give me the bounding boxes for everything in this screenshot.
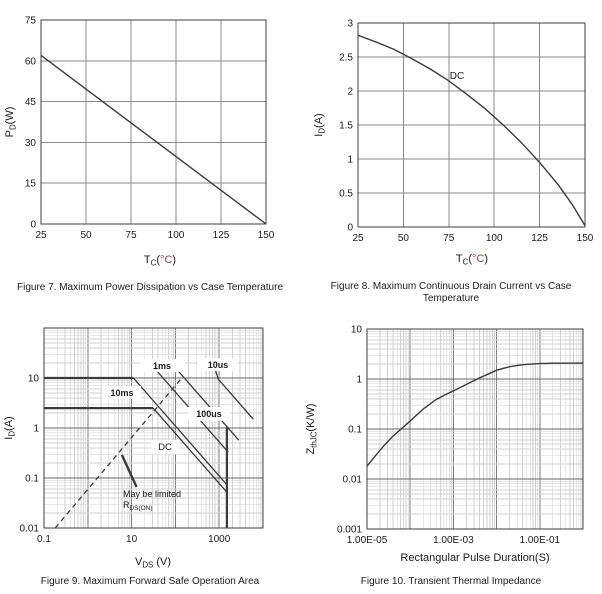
svg-text:30: 30	[24, 137, 36, 149]
svg-text:100: 100	[167, 230, 185, 241]
svg-text:25: 25	[35, 230, 47, 241]
svg-text:0.1: 0.1	[348, 424, 362, 436]
svg-text:0.5: 0.5	[339, 188, 353, 200]
svg-text:1.00E-05: 1.00E-05	[346, 535, 388, 546]
svg-text:DC: DC	[449, 71, 465, 82]
svg-text:150: 150	[257, 230, 275, 241]
svg-text:0.1: 0.1	[37, 534, 51, 545]
figure-7-power-dissipation	[0, 0, 300, 294]
soa-10ms-line	[133, 378, 227, 485]
svg-text:2.5: 2.5	[339, 52, 353, 64]
fig8-chart	[300, 0, 602, 276]
svg-text:15: 15	[24, 178, 36, 190]
svg-text:1.00E-03: 1.00E-03	[433, 535, 474, 546]
svg-text:Rectangular Pulse Duration(S): Rectangular Pulse Duration(S)	[400, 552, 550, 564]
figure-9-safe-operation-area	[0, 300, 300, 594]
svg-text:2: 2	[347, 86, 353, 98]
svg-text:10: 10	[350, 324, 362, 336]
drain-current-derating-curve	[358, 35, 585, 225]
svg-text:TC(°C): $T_C(^\circ C)$	[455, 253, 489, 267]
power-derating-line	[41, 55, 266, 224]
svg-text:45: 45	[24, 97, 36, 109]
svg-text:1ms: 1ms	[152, 361, 172, 371]
svg-text:75: 75	[24, 15, 36, 27]
svg-text:0: 0	[30, 219, 36, 231]
svg-text:PD(W): $P_D(W)$	[4, 106, 18, 138]
fig10-chart	[300, 300, 602, 572]
soa-100us-line	[171, 363, 239, 440]
svg-text:1000: 1000	[208, 534, 231, 545]
svg-text:10us: 10us	[207, 360, 229, 370]
svg-text:ID(A): $I_D(A)$	[313, 113, 327, 137]
svg-text:0.01: 0.01	[19, 523, 39, 535]
svg-text:RDS(ON): $R_{DS(ON)}$	[123, 500, 153, 513]
svg-text:125: 125	[212, 230, 230, 241]
svg-text:0: 0	[347, 222, 353, 234]
fig8-caption-line1: Figure 8. Maximum Continuous Drain Current vs Case	[330, 281, 572, 292]
svg-text:ID(A): $I_D(A)$	[3, 416, 17, 440]
fig9-caption: Figure 9. Maximum Forward Safe Operation Area	[40, 576, 260, 587]
svg-text:0.1: 0.1	[25, 473, 39, 485]
svg-text:25: 25	[352, 233, 364, 244]
svg-text:May be limited: May be limited	[123, 489, 182, 499]
svg-text:60: 60	[24, 56, 36, 68]
svg-text:50: 50	[397, 233, 409, 244]
svg-text:ZthJC(K/W): $Z_{thJC}(K/W)$	[305, 403, 319, 455]
svg-text:150: 150	[576, 233, 594, 244]
svg-text:0.001: 0.001	[336, 524, 362, 536]
svg-text:10: 10	[126, 534, 138, 545]
svg-text:3: 3	[347, 18, 353, 30]
svg-text:125: 125	[531, 233, 548, 244]
svg-text:1: 1	[356, 374, 362, 386]
svg-text:75: 75	[125, 230, 137, 241]
svg-text:1: 1	[33, 423, 39, 435]
svg-text:1: 1	[347, 154, 353, 166]
fig7-chart	[0, 0, 300, 276]
svg-text:0.01: 0.01	[342, 474, 362, 486]
svg-text:10: 10	[27, 373, 39, 385]
svg-text:DC: DC	[158, 442, 172, 453]
svg-text:1.00E-01: 1.00E-01	[519, 535, 561, 546]
fig8-caption-line2: Temperature	[422, 293, 480, 304]
svg-text:75: 75	[443, 233, 455, 244]
svg-text:TC(°C): $T_C(^\circ C)$	[143, 254, 177, 268]
svg-text:1.5: 1.5	[339, 120, 353, 132]
figure-8-drain-current	[300, 0, 602, 304]
figure-10-thermal-impedance	[300, 300, 602, 594]
svg-text:100us: 100us	[196, 409, 222, 419]
svg-text:50: 50	[80, 230, 92, 241]
fig9-chart	[0, 300, 300, 572]
fig7-caption: Figure 7. Maximum Power Dissipation vs Case Temperature	[16, 282, 284, 293]
svg-text:VDS (V): $V_{DS}$ (V)	[134, 556, 172, 570]
svg-text:10ms: 10ms	[110, 388, 134, 398]
svg-text:100: 100	[485, 233, 503, 244]
fig10-caption: Figure 10. Transient Thermal Impedance	[360, 576, 542, 587]
